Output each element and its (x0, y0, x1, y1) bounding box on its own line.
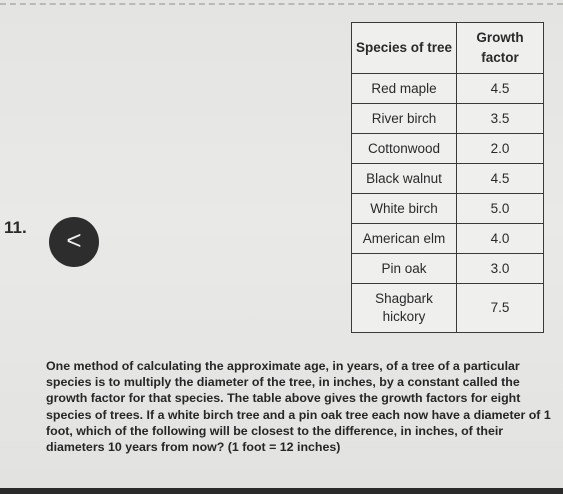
table-header-row (352, 23, 544, 74)
back-button[interactable] (49, 217, 99, 267)
species-cell: Pin oak (352, 254, 457, 284)
top-dashed-divider (0, 3, 563, 5)
species-cell: White birch (352, 194, 457, 224)
table-row (352, 104, 544, 134)
table-row (352, 254, 544, 284)
table-row (352, 224, 544, 254)
factor-cell: 7.5 (457, 284, 544, 333)
header-species: Species of tree (352, 23, 457, 74)
species-cell: River birch (352, 104, 457, 134)
factor-cell: 4.5 (457, 74, 544, 104)
factor-cell: 3.5 (457, 104, 544, 134)
species-cell: Cottonwood (352, 134, 457, 164)
factor-cell: 3.0 (457, 254, 544, 284)
table-row (352, 134, 544, 164)
factor-cell: 5.0 (457, 194, 544, 224)
factor-cell: 2.0 (457, 134, 544, 164)
factor-cell: 4.5 (457, 164, 544, 194)
question-number: 11. (4, 218, 27, 237)
bottom-edge-shadow (0, 488, 563, 494)
species-cell: Black walnut (352, 164, 457, 194)
growth-factor-table (351, 22, 544, 333)
table-row (352, 74, 544, 104)
table-row (352, 164, 544, 194)
factor-cell: 4.0 (457, 224, 544, 254)
species-cell: Shagbark hickory (352, 284, 457, 333)
table-row (352, 194, 544, 224)
question-text: One method of calculating the approximate age, in years, of a tree of a particular species is to multiply the diameter of the tree, in inches, by a constant called the growth factor for that species. The table above gives the growth factors for eight species of trees. If a white birch tree and a pin oak tree each now have a diameter of 1 foot, which of the following will be closest to the difference, in inches, of their diameters 10 years from now? (1 foot = 12 inches) (46, 359, 551, 455)
species-cell: Red maple (352, 74, 457, 104)
species-cell: American elm (352, 224, 457, 254)
header-growth-factor: Growth factor (457, 23, 544, 74)
chevron-left-icon: < (66, 225, 82, 255)
table-row (352, 284, 544, 333)
